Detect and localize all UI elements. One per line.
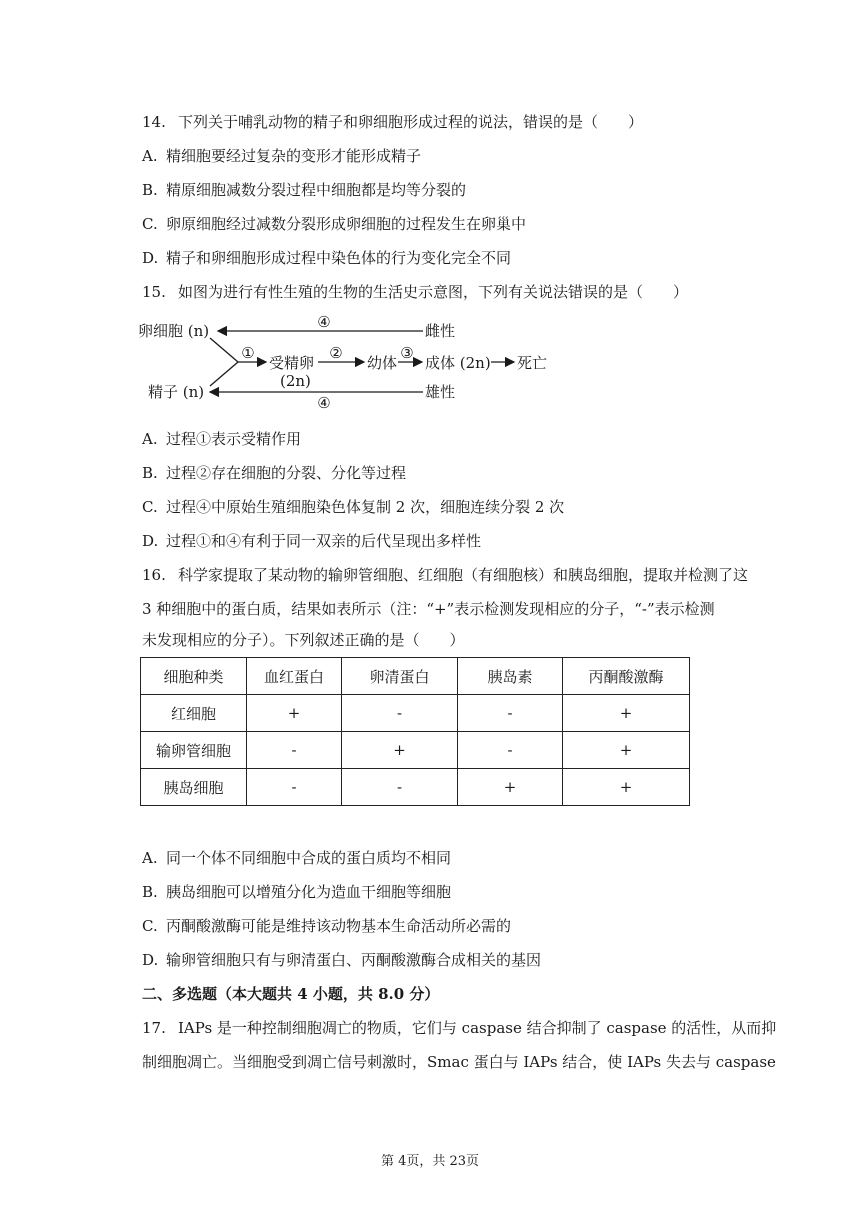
- option-letter: D.: [142, 951, 159, 969]
- option-letter: C.: [142, 917, 158, 935]
- q16-option-b: [142, 882, 451, 902]
- option-text: 过程①和④有利于同一双亲的后代呈现出多样性: [166, 532, 482, 550]
- q14-option-c: [142, 214, 526, 234]
- male-label: 雄性: [425, 383, 456, 401]
- q14-option-b: [142, 180, 466, 200]
- option-text: 输卵管细胞只有与卵清蛋白、丙酮酸激酶合成相关的基因: [166, 951, 542, 969]
- death-label: 死亡: [517, 354, 548, 372]
- option-text: 过程④中原始生殖细胞染色体复制 2 次，细胞连续分裂 2 次: [166, 498, 565, 516]
- q16-option-a: [142, 848, 451, 868]
- table-cell: +: [342, 732, 458, 769]
- question-text: 下列关于哺乳动物的精子和卵细胞形成过程的说法，错误的是（ ）: [178, 113, 644, 131]
- option-letter: A.: [142, 849, 158, 867]
- zygote-ploidy-label: (2n): [280, 372, 311, 390]
- adult-label: 成体 (2n): [425, 354, 491, 372]
- table-cell: +: [563, 695, 690, 732]
- q16-stem-line-3: 未发现相应的分子）。下列叙述正确的是（ ）: [142, 631, 465, 649]
- q16-option-d: [142, 950, 541, 970]
- option-text: 过程①表示受精作用: [166, 430, 302, 448]
- juvenile-label: 幼体: [367, 354, 398, 372]
- table-header: 丙酮酸激酶: [563, 658, 690, 695]
- option-text: 精细胞要经过复杂的变形才能形成精子: [166, 147, 422, 165]
- table-cell: +: [247, 695, 342, 732]
- option-letter: A.: [142, 147, 158, 165]
- q14-stem: [142, 112, 643, 132]
- table-cell: +: [563, 732, 690, 769]
- table-cell: -: [247, 769, 342, 806]
- step2-label: ②: [329, 344, 343, 362]
- table-cell: 输卵管细胞: [141, 732, 247, 769]
- option-text: 同一个体不同细胞中合成的蛋白质均不相同: [166, 849, 452, 867]
- egg-label: 卵细胞 (n): [138, 322, 210, 340]
- zygote-label: 受精卵: [269, 354, 315, 372]
- question-number: 15.: [142, 283, 166, 301]
- option-letter: A.: [142, 430, 158, 448]
- option-text: 胰岛细胞可以增殖分化为造血干细胞等细胞: [166, 883, 452, 901]
- table-cell: -: [247, 732, 342, 769]
- q16-stem-line-2: 3 种细胞中的蛋白质，结果如表所示（注：“+”表示检测发现相应的分子，“-”表示检测: [142, 600, 715, 618]
- table-row: [141, 695, 690, 732]
- protein-table: [140, 657, 690, 806]
- option-letter: B.: [142, 181, 158, 199]
- option-letter: D.: [142, 532, 159, 550]
- table-header-row: [141, 658, 690, 695]
- female-label: 雌性: [425, 322, 456, 340]
- step3-label: ③: [400, 344, 414, 362]
- option-text: 卵原细胞经过减数分裂形成卵细胞的过程发生在卵巢中: [166, 215, 527, 233]
- page-footer: 第 4页，共 23页: [380, 1154, 480, 1169]
- step1-label: ①: [241, 344, 255, 362]
- q16-stem-line-1: [142, 565, 748, 585]
- question-number: 14.: [142, 113, 166, 131]
- step4-label-top: ④: [317, 313, 331, 331]
- option-letter: B.: [142, 464, 158, 482]
- table-cell: -: [342, 695, 458, 732]
- q14-option-a: [142, 146, 421, 166]
- option-text: 过程②存在细胞的分裂、分化等过程: [166, 464, 407, 482]
- q17-line-1: [142, 1018, 776, 1038]
- step4-label-bottom: ④: [317, 394, 331, 410]
- q17-line-2: 制细胞凋亡。当细胞受到凋亡信号刺激时，Smac 蛋白与 IAPs 结合，使 IAPs 失去与 caspase: [142, 1053, 776, 1071]
- option-text: 精子和卵细胞形成过程中染色体的行为变化完全不同: [166, 249, 512, 267]
- section-title: 二、多选题（本大题共 4 小题，共 8.0 分）: [142, 985, 440, 1003]
- sperm-label: 精子 (n): [148, 383, 205, 401]
- table-row: [141, 732, 690, 769]
- table-cell: -: [342, 769, 458, 806]
- table-cell: +: [563, 769, 690, 806]
- q15-option-c: [142, 497, 564, 517]
- table-header: 细胞种类: [141, 658, 247, 695]
- q15-option-b: [142, 463, 406, 483]
- q14-option-d: [142, 248, 511, 268]
- q15-option-d: [142, 531, 481, 551]
- table-cell: -: [458, 695, 563, 732]
- q15-option-a: [142, 429, 301, 449]
- egg-to-fertilization-line: [210, 338, 238, 362]
- table-cell: +: [458, 769, 563, 806]
- option-letter: C.: [142, 215, 158, 233]
- question-number: 17.: [142, 1019, 166, 1037]
- table-header: 胰岛素: [458, 658, 563, 695]
- question-text: 科学家提取了某动物的输卵管细胞、红细胞（有细胞核）和胰岛细胞，提取并检测了这: [178, 566, 749, 584]
- table-cell: -: [458, 732, 563, 769]
- question-number: 16.: [142, 566, 166, 584]
- question-text: 如图为进行有性生殖的生物的生活史示意图，下列有关说法错误的是（ ）: [178, 283, 689, 301]
- sperm-to-fertilization-line: [210, 362, 238, 386]
- table-row: [141, 769, 690, 806]
- option-text: 丙酮酸激酶可能是维持该动物基本生命活动所必需的: [166, 917, 512, 935]
- table-header: 血红蛋白: [247, 658, 342, 695]
- question-text: IAPs 是一种控制细胞凋亡的物质，它们与 caspase 结合抑制了 caspase 的活性，从而抑: [178, 1019, 777, 1037]
- life-cycle-diagram: [138, 310, 558, 410]
- q16-option-c: [142, 916, 511, 936]
- q15-stem: [142, 282, 688, 302]
- table-cell: 红细胞: [141, 695, 247, 732]
- table-header: 卵清蛋白: [342, 658, 458, 695]
- option-letter: D.: [142, 249, 159, 267]
- option-letter: C.: [142, 498, 158, 516]
- option-letter: B.: [142, 883, 158, 901]
- option-text: 精原细胞减数分裂过程中细胞都是均等分裂的: [166, 181, 467, 199]
- table-cell: 胰岛细胞: [141, 769, 247, 806]
